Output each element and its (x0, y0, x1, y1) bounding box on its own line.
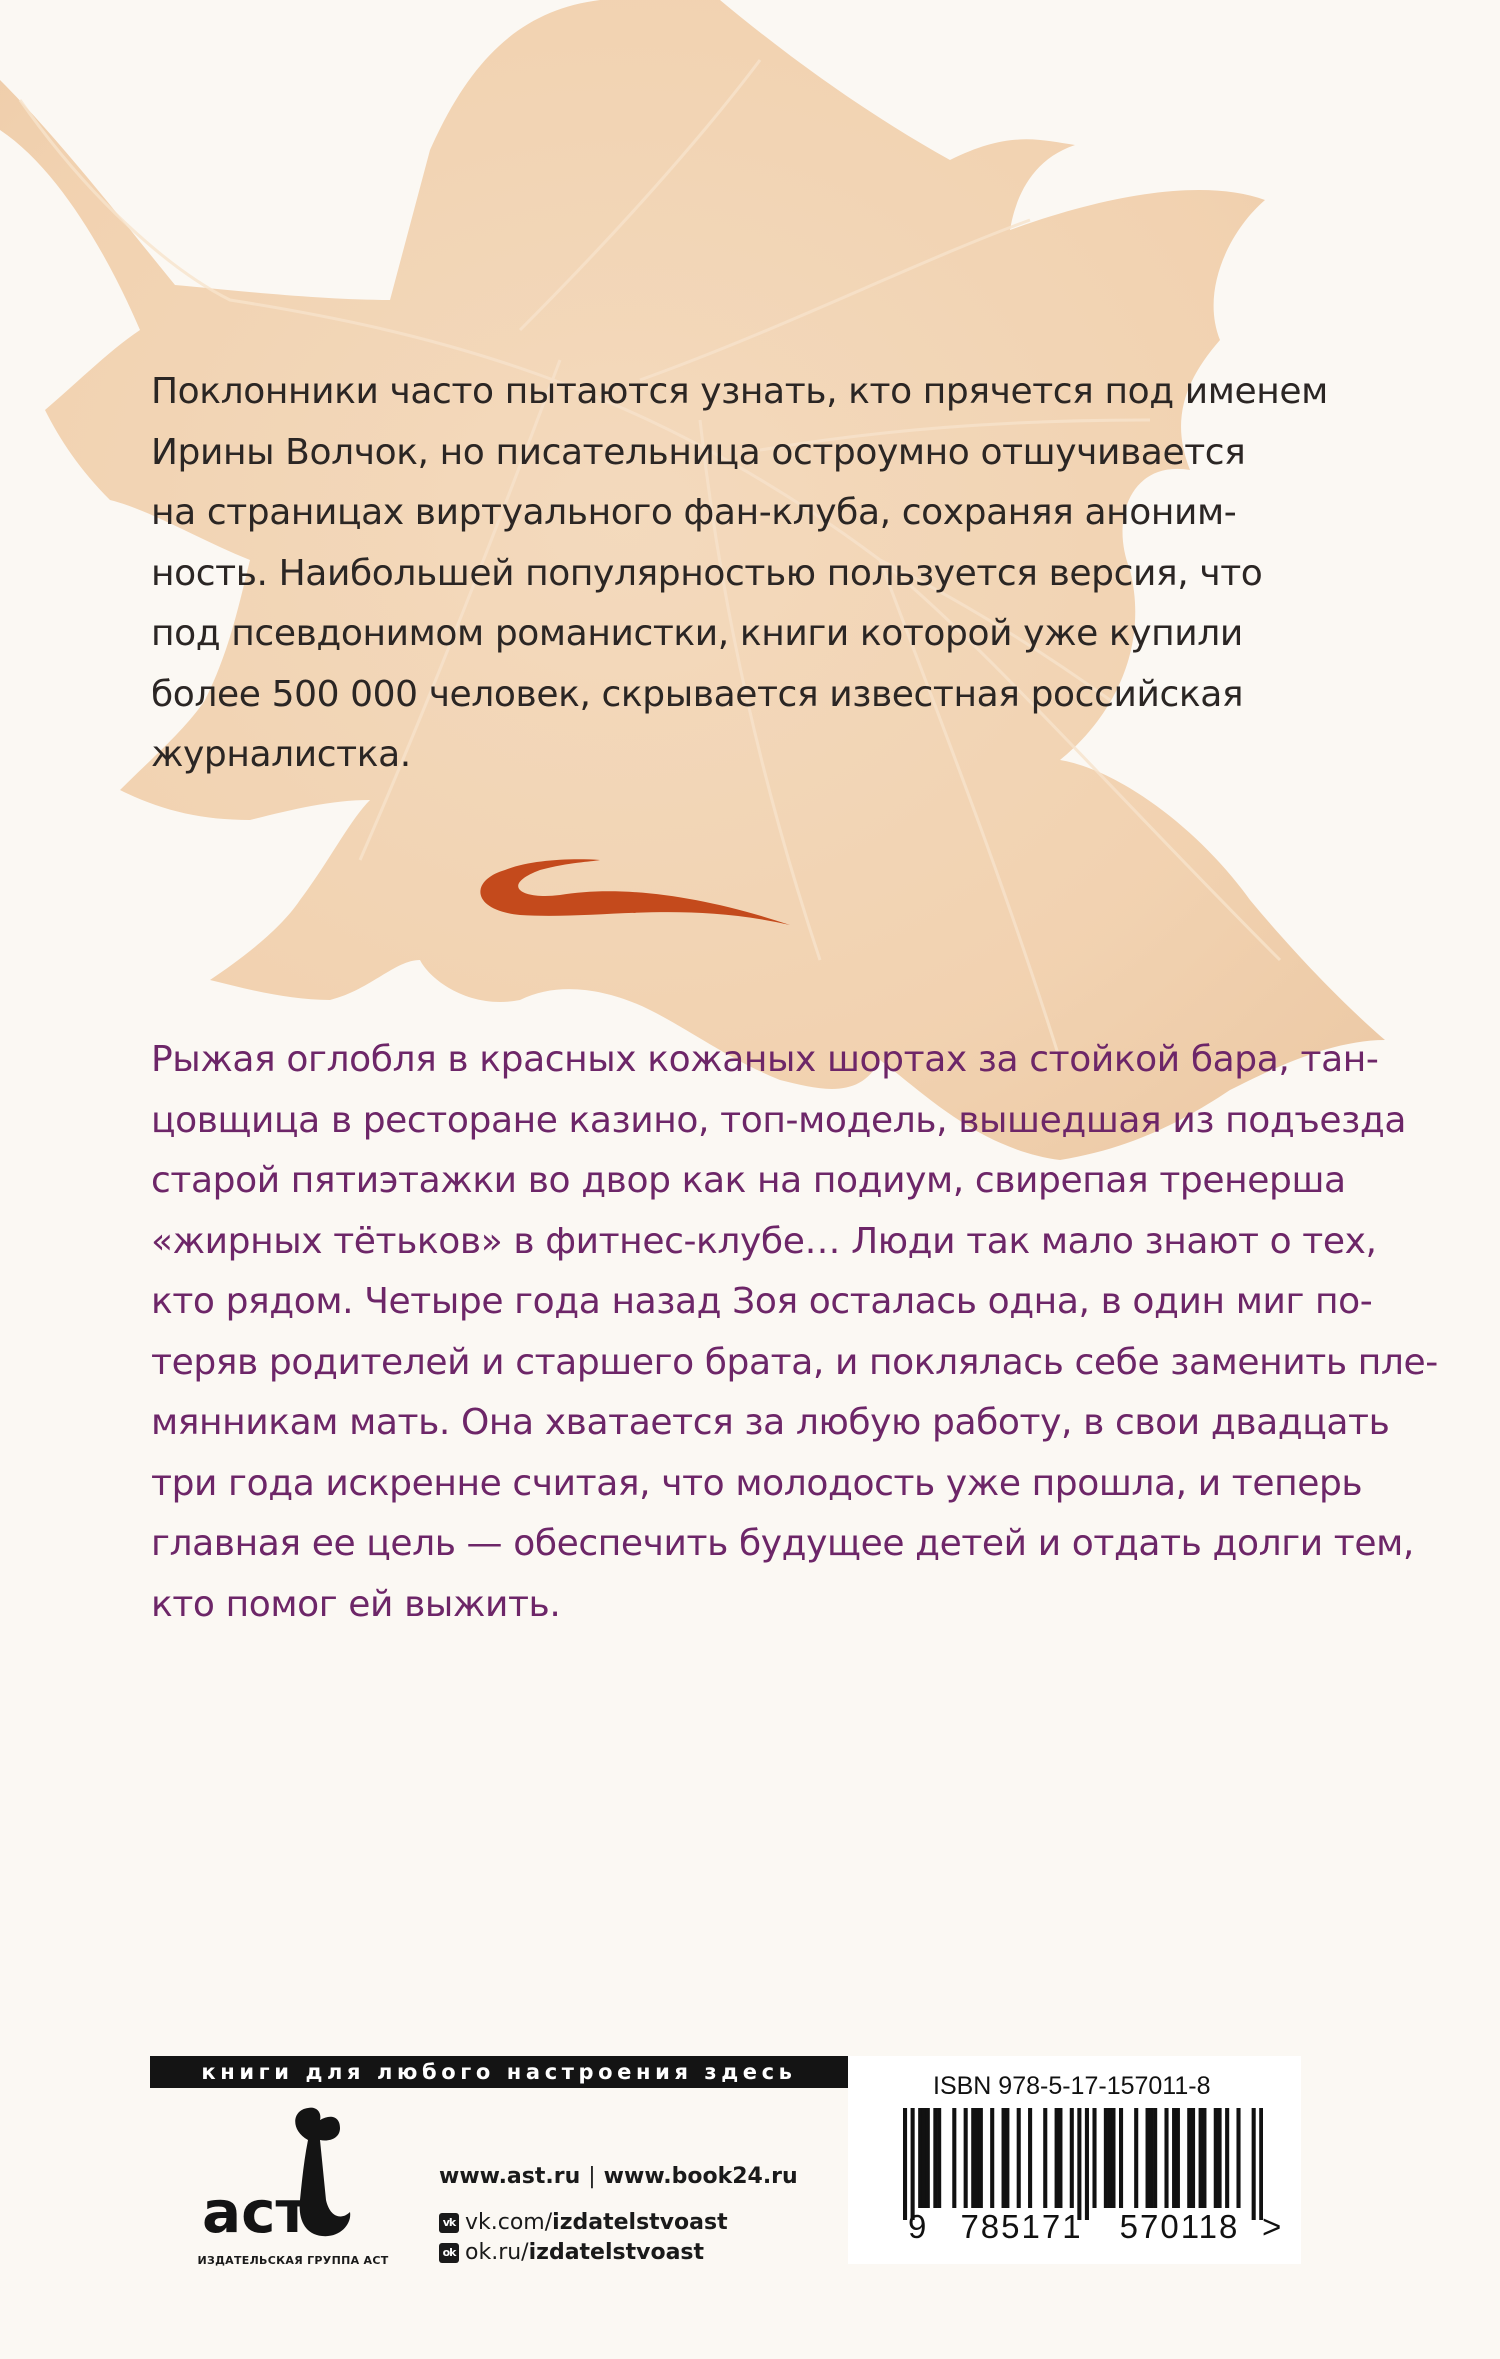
about-line: более 500 000 человек, скрывается известная российская (151, 673, 1244, 715)
barcode-bar (922, 2108, 926, 2208)
vk-link[interactable] (439, 2210, 728, 2235)
barcode-bar (1146, 2108, 1150, 2208)
barcode-bar (1055, 2108, 1059, 2208)
about-line: Ирины Волчок, но писательница остроумно отшучивается (151, 431, 1246, 473)
barcode-bar (1002, 2108, 1006, 2208)
barcode-bar (990, 2108, 994, 2208)
barcode-bar (903, 2108, 907, 2220)
barcode-bar (1005, 2108, 1009, 2208)
barcode-bar (1028, 2108, 1032, 2208)
ast-logo-text: аст (202, 2178, 310, 2246)
barcode-bar (1085, 2108, 1089, 2220)
book-blurb-paragraph (151, 1030, 1438, 1635)
barcode-box (848, 2056, 1301, 2264)
blurb-line: главная ее цель — обеспечить будущее детей и отдать долги тем, (151, 1523, 1414, 1564)
about-line: под псевдонимом романистки, книги которой уже купили (151, 613, 1243, 654)
barcode-bar (1172, 2108, 1176, 2208)
barcode-bar (918, 2108, 922, 2208)
about-line: ность. Наибольшей популярностью пользуется версия, что (151, 552, 1263, 594)
vk-icon: vk (439, 2213, 459, 2233)
about-line: журналистка. (151, 734, 411, 775)
barcode-bar (926, 2108, 930, 2208)
ok-prefix: ok.ru/ (465, 2240, 529, 2265)
blurb-line: теряв родителей и старшего брата, и поклялась себе заменить пле- (151, 1341, 1438, 1383)
barcode-bar (1058, 2108, 1062, 2208)
ean-right-group: 570118 (1119, 2208, 1240, 2245)
about-line: на страницах виртуального фан-клуба, сохраняя аноним- (151, 492, 1237, 533)
barcode-bar (1153, 2108, 1157, 2208)
ast-publisher-logo (190, 2100, 390, 2250)
blurb-line: «жирных тётьков» в фитнес-клубе… Люди так мало знают о тех, (151, 1220, 1377, 1262)
barcode-bar (1236, 2108, 1240, 2208)
ok-handle: izdatelstvoast (528, 2240, 705, 2265)
blurb-line: три года искренне считая, что молодость уже прошла, и теперь (151, 1462, 1363, 1504)
ean-end-marker: > (1262, 2208, 1282, 2245)
about-author-paragraph (151, 362, 1328, 786)
tagline-bar: книги для любого настроения здесь (150, 2056, 848, 2088)
separator: | (588, 2164, 596, 2189)
site-link-book24[interactable]: www.book24.ru (603, 2164, 798, 2189)
barcode-bar (1070, 2108, 1074, 2208)
isbn-label: ISBN 978-5-17-157011-8 (933, 2072, 1211, 2100)
barcode-bar (1119, 2108, 1123, 2208)
barcode-bar (937, 2108, 941, 2208)
barcode-bar (911, 2108, 915, 2220)
barcode-bar (1176, 2108, 1180, 2208)
ean-left-group: 785171 (960, 2208, 1083, 2245)
barcode-bar (1259, 2108, 1263, 2220)
about-line: Поклонники часто пытаются узнать, кто прячется под именем (151, 371, 1328, 412)
blurb-line: цовщица в ресторане казино, топ-модель, вышедшая из подъезда (151, 1099, 1407, 1141)
site-link-ast[interactable]: www.ast.ru (439, 2164, 581, 2189)
barcode-image (903, 2108, 1263, 2220)
blurb-line: старой пятиэтажки во двор как на подиум, свирепая тренерша (151, 1160, 1346, 1201)
blurb-line: кто помог ей выжить. (151, 1583, 561, 1625)
barcode-bar (1199, 2108, 1203, 2208)
barcode-bar (1111, 2108, 1115, 2208)
vk-prefix: vk.com/ (465, 2210, 553, 2235)
barcode-bar (1187, 2108, 1191, 2208)
barcode-bar (975, 2108, 979, 2208)
barcode-bar (1252, 2108, 1256, 2220)
blurb-line: кто рядом. Четыре года назад Зоя осталась одна, в один миг по- (151, 1281, 1373, 1322)
barcode-bar (979, 2108, 983, 2208)
barcode-bar (964, 2108, 968, 2208)
barcode-bar (1164, 2108, 1168, 2208)
blurb-line: Рыжая оглобля в красных кожаных шортах за стойкой бара, тан- (151, 1039, 1379, 1080)
barcode-bar (1225, 2108, 1229, 2208)
barcode-bar (1191, 2108, 1195, 2208)
blurb-line: мянникам мать. Она хватается за любую работу, в свои двадцать (151, 1402, 1390, 1443)
barcode-bar (1092, 2108, 1096, 2208)
barcode-bar (1017, 2108, 1021, 2208)
barcode-bar (1149, 2108, 1153, 2208)
barcode-bar (1202, 2108, 1206, 2208)
publisher-name: ИЗДАТЕЛЬСКАЯ ГРУППА АСТ (197, 2254, 389, 2267)
barcode-bar (971, 2108, 975, 2208)
barcode-bar (1214, 2108, 1218, 2208)
barcode-bar (952, 2108, 956, 2208)
barcode-bar (1108, 2108, 1112, 2208)
barcode-bar (933, 2108, 937, 2208)
barcode-bar (1134, 2108, 1138, 2208)
barcode-bar (1218, 2108, 1222, 2208)
vk-handle: izdatelstvoast (552, 2210, 728, 2235)
ok-link[interactable] (439, 2240, 704, 2265)
barcode-bar (1104, 2108, 1108, 2208)
ean-first-digit: 9 (908, 2208, 927, 2245)
websites-line (439, 2164, 798, 2189)
barcode-bar (1043, 2108, 1047, 2208)
barcode-bar (1077, 2108, 1081, 2220)
ok-icon: ok (439, 2243, 459, 2263)
